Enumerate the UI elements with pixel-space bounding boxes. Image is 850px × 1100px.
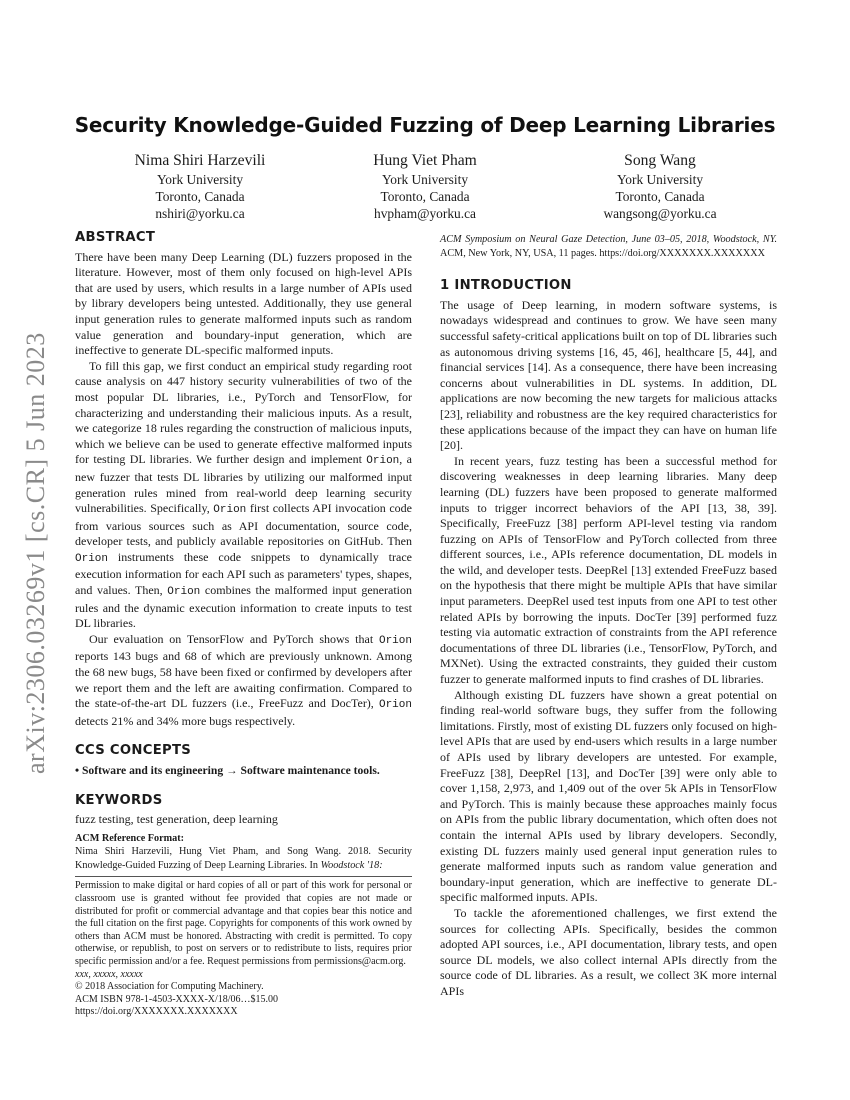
tool-name: Orion [378,634,412,647]
author-block [315,151,535,222]
arxiv-stamp: arXiv:2306.03269v1 [cs.CR] 5 Jun 2023 [21,332,50,774]
intro-paragraph: In recent years, fuzz testing has been a successful method for discovering weaknesses in deep learning libraries. Many deep learning (DL) fuzzers have been proposed to generate malformed inputs to trigger incorrect behaviors of the API [13, 38, 39]. Specifically, FreeFuzz [38] perform API-level testing via random fuzzing on APIs of TensorFlow and PyTorch collected from three different sources, i.e., APIs reference documentation, DL models in the wild, and developer tests. DeepRel [13] extended FreeFuzz based on the hypothesis that there might be multiple APIs that have similar input parameters. DeepRel used test inputs from one API to test other related APIs by borrowing the inputs. DocTer [39] performed fuzz testing via automatic extraction of constraints from the API reference documentations of three DL libraries (i.e., TensorFlow, PyTorch, and MXNet). Using the extracted constraints, they guided their custom fuzzer to generate malformed inputs to find crashes of DL libraries. [440,453,777,687]
author-location: Toronto, Canada [155,189,245,204]
ccs-concepts: • Software and its engineering → Software maintenance tools. [75,764,380,777]
tool-name: Orion [75,552,109,565]
doi-link[interactable]: https://doi.org/XXXXXXX.XXXXXXX [75,1006,238,1018]
abstract-paragraph: There have been many Deep Learning (DL) fuzzers proposed in the literature. However, most of them only focused on high-level APIs that are used by users, which results in a large number of APIs used by library developers being untested. Additionally, they use general input generation rules to generate malformed inputs such as random value generation and boundary-input generation, which are ineffective to generate DL-specific malformed inputs. [75,249,412,358]
author-name: Hung Viet Pham [373,152,477,169]
paper-title: Security Knowledge-Guided Fuzzing of Deep Learning Libraries [74,113,776,137]
keywords-heading: KEYWORDS [75,792,163,808]
abstract-paragraph: To fill this gap, we first conduct an empirical study regarding root cause analysis on 447 history security vulnerabilities of two of the most popular DL libraries, i.e., PyTorch and TensorFlow, for characterizing and understanding their malicious inputs. As a result, we categorize 18 rules regarding the construction of malicious inputs, which we believe can be used to generate effective malformed inputs for testing DL libraries. We further design and implement Orion, a new fuzzer that tests DL libraries by utilizing our malformed input generation rules mined from real-world deep learning security vulnerabilities. Specifically, Orion first collects API invocation code from various sources such as API documentation, source code, developer tests, and publicly available repositories on GitHub. Then Orion instruments these code snippets to dynamically trace execution information for each API such as parameters' types, shapes, and values. Then, Orion combines the malformed input generation rules and the dynamic execution information to create inputs to test DL libraries. [75,358,412,631]
author-affiliation: York University [156,172,244,187]
right-column [440,233,777,1000]
acm-ref-heading: ACM Reference Format: [75,832,184,844]
divider [75,876,412,877]
left-column [75,230,412,1019]
author-location: Toronto, Canada [615,189,705,204]
acm-ref-text: Nima Shiri Harzevili, Hung Viet Pham, and Song Wang. 2018. Security Knowledge-Guided Fuzzing of Deep Learning Libraries. In Woodstock '18: [75,846,412,871]
intro-paragraph: The usage of Deep learning, in modern software systems, is nowadays widespread and continues to grow. We have seen many successful safety-critical applications built on top of DL libraries such as autonomous driving systems [16, 45, 46], healthcare [5, 44], and financial services [14]. As a consequence, there have been increasing concerns about vulnerabilities in DL systems. In addition, DL applications are now becoming the new targets for malicious attacks [23], reliability and robustness are the key required characteristics for these applications because of the impact they can have on human life [20]. [440,297,777,453]
abstract-heading: ABSTRACT [75,230,156,245]
author-email[interactable]: hvpham@yorku.ca [374,206,476,221]
tool-name: Orion [366,455,400,468]
author-email[interactable]: wangsong@yorku.ca [603,206,717,221]
author-block [550,151,770,222]
abstract-paragraph: Our evaluation on TensorFlow and PyTorch shows that Orion reports 143 bugs and 68 of which are previously unknown. Among the 68 new bugs, 58 have been fixed or confirmed by developers after we report them and the left are awaiting confirmation. Compared to the state-of-the-art DL fuzzers (i.e., FreeFuzz and DocTer), Orion detects 21% and 34% more bugs respectively. [75,631,412,728]
intro-paragraph: To tackle the aforementioned challenges, we first extend the sources for collecting APIs. Specifically, besides the common adopted API sources, i.e., API documentation, library tests, and open source DL models, we also collect internal APIs directly from the source code of DL libraries. As a result, we collect 3K more internal APIs [440,905,777,998]
author-affiliation: York University [381,172,469,187]
author-name: Nima Shiri Harzevili [134,152,266,169]
acm-ref-continued: ACM Symposium on Neural Gaze Detection, June 03–05, 2018, Woodstock, NY. ACM, New York, NY, USA, 11 pages. https://doi.org/XXXXXXX.XXXXXXX [440,234,777,259]
tool-name: Orion [167,586,201,599]
copyright: © 2018 Association for Computing Machinery. [75,981,264,993]
author-name: Song Wang [624,152,696,169]
introduction-heading: 1 INTRODUCTION [440,278,572,294]
keywords-text: fuzz testing, test generation, deep learning [75,812,278,827]
ccs-heading: CCS CONCEPTS [75,743,192,759]
tool-name: Orion [378,699,412,712]
author-block [90,151,310,222]
author-affiliation: York University [616,172,704,187]
conference-info: xxx, xxxxx, xxxxx [75,968,143,980]
author-email[interactable]: nshiri@yorku.ca [155,206,245,221]
author-location: Toronto, Canada [380,189,470,204]
isbn: ACM ISBN 978-1-4503-XXXX-X/18/06…$15.00 [75,993,279,1005]
permission-notice: Permission to make digital or hard copies of all or part of this work for personal or classroom use is granted without fee provided that copies are not made or distributed for profit or commercial advantage and that copies bear this notice and the full citation on the first page. Copyrights for components of this work owned by others than ACM must be honored. Abstracting with credit is permitted. To copy otherwise, or republish, to post on servers or to redistribute to lists, requires prior specific permission and/or a fee. Request permissions from permissions@acm.org. [75,880,412,967]
tool-name: Orion [213,504,247,517]
intro-paragraph: Although existing DL fuzzers have shown a great potential on finding real-world software bugs, they suffer from the following limitations. Firstly, most of existing DL fuzzers only focused on high-level APIs that are used by end-users which results in a large number of APIs used by library developers are untested. For example, FreeFuzz [38], DeepRel [13], and DocTer [39] were only able to cover 1,158, 2,973, and 1,409 out of the over 5k APIs in TensorFlow and PyTorch. This is mainly because these approaches mainly focus on APIs from the public library documentation, which often does not contain the internal APIs used by library developers. Secondly, existing DL fuzzers mainly used general input generation rules to generate malformed inputs such as random value generation and boundary-input generation, which are ineffective to generate DL-specific malformed inputs. APIs. [440,687,777,905]
